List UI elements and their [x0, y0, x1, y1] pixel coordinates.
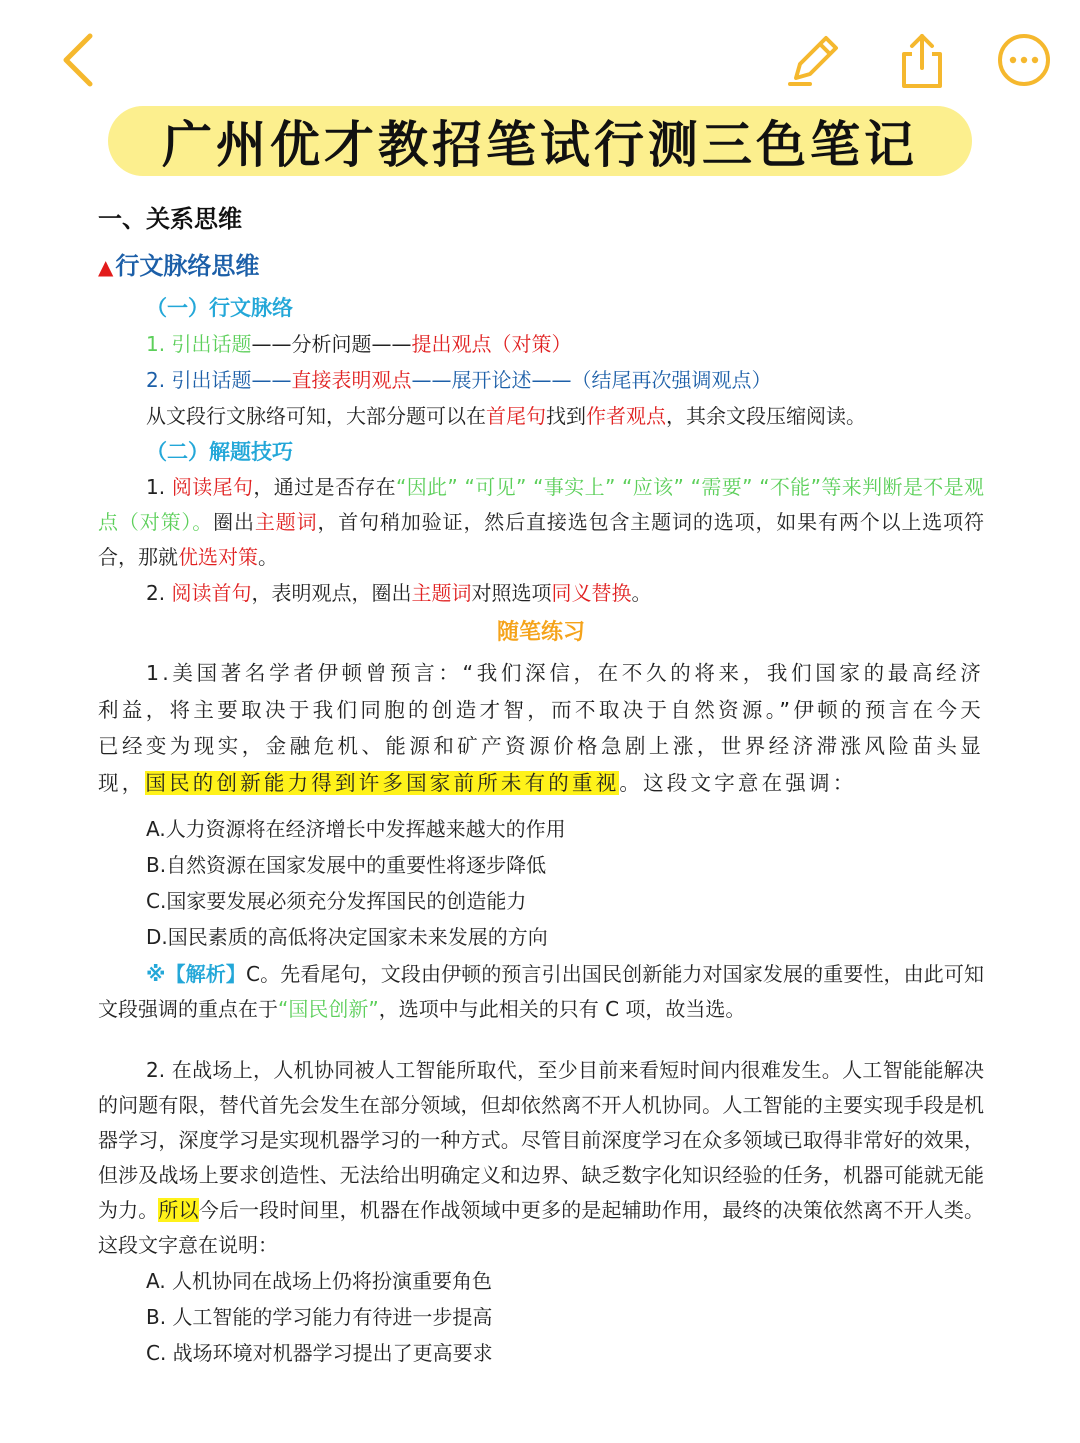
- tip-1-signals: “因此” “可见” “事实上” “应该” “需要” “不能”等来判断是不是观点（对策）。: [98, 475, 985, 534]
- note-content: [98, 196, 984, 1371]
- analysis-mark: ※【解析】: [146, 962, 247, 986]
- expand: ——展开论述——（结尾再次强调观点）: [411, 368, 772, 392]
- tip-1-num: 1.: [146, 475, 172, 499]
- tip-2-topic: 主题词: [411, 581, 472, 605]
- tip-1-prefer: 优选对策: [178, 545, 258, 569]
- direct-view: 直接表明观点: [291, 368, 412, 392]
- summary-text-c: ，其余文段压缩阅读。: [666, 404, 866, 428]
- q2-text-a: 2. 在战场上，人机协同被人工智能所取代，至少目前来看短时间内很难发生。人工智能能解决的问题有限，替代首先会发生在部分领域，但却依然离不开人机协同。人工智能的主要实现手段是机器学习，深度学习是实现机器学习的一种方式。尽管目前深度学习在众多领域已取得非常好的效果，但涉及战场上要求创造性、无法给出明确定义和边界、缺乏数字化知识经验的任务，机器可能就无能为力。: [98, 1058, 984, 1222]
- share-icon[interactable]: [890, 28, 954, 92]
- tip-1-text: ，通过是否存在: [253, 475, 396, 499]
- q2-option-b: B. 人工智能的学习能力有待进一步提高: [146, 1305, 493, 1329]
- q1-option-d: D.国民素质的高低将决定国家未来发展的方向: [146, 925, 548, 949]
- more-icon[interactable]: [994, 28, 1058, 92]
- tip-2-end: 。: [631, 581, 652, 605]
- q2-option-c: C. 战场环境对机器学习提出了更高要求: [146, 1341, 493, 1365]
- summary-key-1: 首尾句: [486, 404, 546, 428]
- q2-option-a: A. 人机协同在战场上仍将扮演重要角色: [146, 1269, 493, 1293]
- page-title: 广州优才教招笔试行测三色笔记: [162, 115, 918, 174]
- part2-heading: （二）解题技巧: [146, 440, 293, 464]
- subsection-heading: [98, 242, 984, 290]
- tip-1-text-b: 圈出: [213, 510, 255, 534]
- top-toolbar: [0, 0, 1080, 110]
- summary-text-b: 找到: [546, 404, 586, 428]
- q1-option-c: C.国家要发展必须充分发挥国民的创造能力: [146, 889, 527, 913]
- q1-option-a: A.人力资源将在经济增长中发挥越来越大的作用: [146, 817, 566, 841]
- propose: 提出观点（对策）: [411, 332, 572, 356]
- structure-line-2: [98, 362, 984, 398]
- tip-2-key: 阅读首句: [171, 581, 252, 605]
- triangle-icon: ▲: [98, 255, 114, 279]
- q1-text-b: 。这段文字意在强调：: [619, 770, 857, 795]
- tip-1-end: 。: [258, 545, 278, 569]
- title-banner: [108, 106, 972, 176]
- tip-2: [98, 575, 984, 611]
- analyze: ——分析问题——: [251, 332, 412, 356]
- question-1-stem: [98, 655, 984, 801]
- summary-key-2: 作者观点: [586, 404, 666, 428]
- tip-2-text: ，表明观点，圈出: [251, 581, 412, 605]
- q2-text-b: 今后一段时间里，机器在作战领域中更多的是起辅助作用，最终的决策依然离不开人类。这段文字意在说明：: [98, 1198, 985, 1257]
- part1-heading: （一）行文脉络: [146, 296, 293, 320]
- analysis-keyword: “国民创新”: [278, 997, 379, 1021]
- practice-title: 随笔练习: [496, 620, 585, 645]
- analysis-text-b: ，选项中与此相关的只有 C 项，故当选。: [378, 997, 746, 1021]
- tip-1-topic: 主题词: [254, 510, 318, 534]
- analysis-text-a: C。先看尾句，文段由伊顿的预言引出国民创新能力对国家发展的重要性，由此可知文段强调的重点在于: [98, 962, 984, 1021]
- tip-2-synonym: 同义替换: [551, 581, 632, 605]
- structure-line-1: [98, 326, 984, 362]
- back-chevron-icon[interactable]: [50, 28, 114, 92]
- q1-option-b: B.自然资源在国家发展中的重要性将逐步降低: [146, 853, 547, 877]
- tip-2-text-b: 对照选项: [471, 581, 552, 605]
- question-2-stem: [98, 1053, 984, 1263]
- summary-text-a: 从文段行文脉络可知，大部分题可以在: [146, 404, 486, 428]
- q1-highlight: 国民的创新能力得到许多国家前所未有的重视: [145, 770, 620, 795]
- intro-topic-2: 2. 引出话题——: [146, 368, 292, 392]
- structure-summary: [98, 398, 984, 434]
- q1-analysis: [98, 957, 984, 1027]
- edit-pencil-icon[interactable]: [782, 28, 846, 92]
- subsection-title: 行文脉络思维: [115, 252, 260, 280]
- intro-topic: 1. 引出话题: [146, 332, 252, 356]
- tip-1-key: 阅读尾句: [171, 475, 254, 499]
- q2-highlight: 所以: [158, 1198, 199, 1222]
- section-heading: 一、关系思维: [98, 205, 242, 233]
- tip-2-num: 2.: [146, 581, 172, 605]
- tip-1-text-c: ，首句稍加验证，然后直接选包含主题词的选项，如果有两个以上选项符合，那就: [98, 510, 985, 569]
- tip-1: [98, 470, 984, 575]
- q1-text-a: 1.美国著名学者伊顿曾预言：“我们深信，在不久的将来，我们国家的最高经济利益，将主要取决于我们同胞的创造才智，而不取决于自然资源。”伊顿的预言在今天已经变为现实，金融危机、能源和矿产资源价格急剧上涨，世界经济滞涨风险苗头显现，: [98, 661, 984, 795]
